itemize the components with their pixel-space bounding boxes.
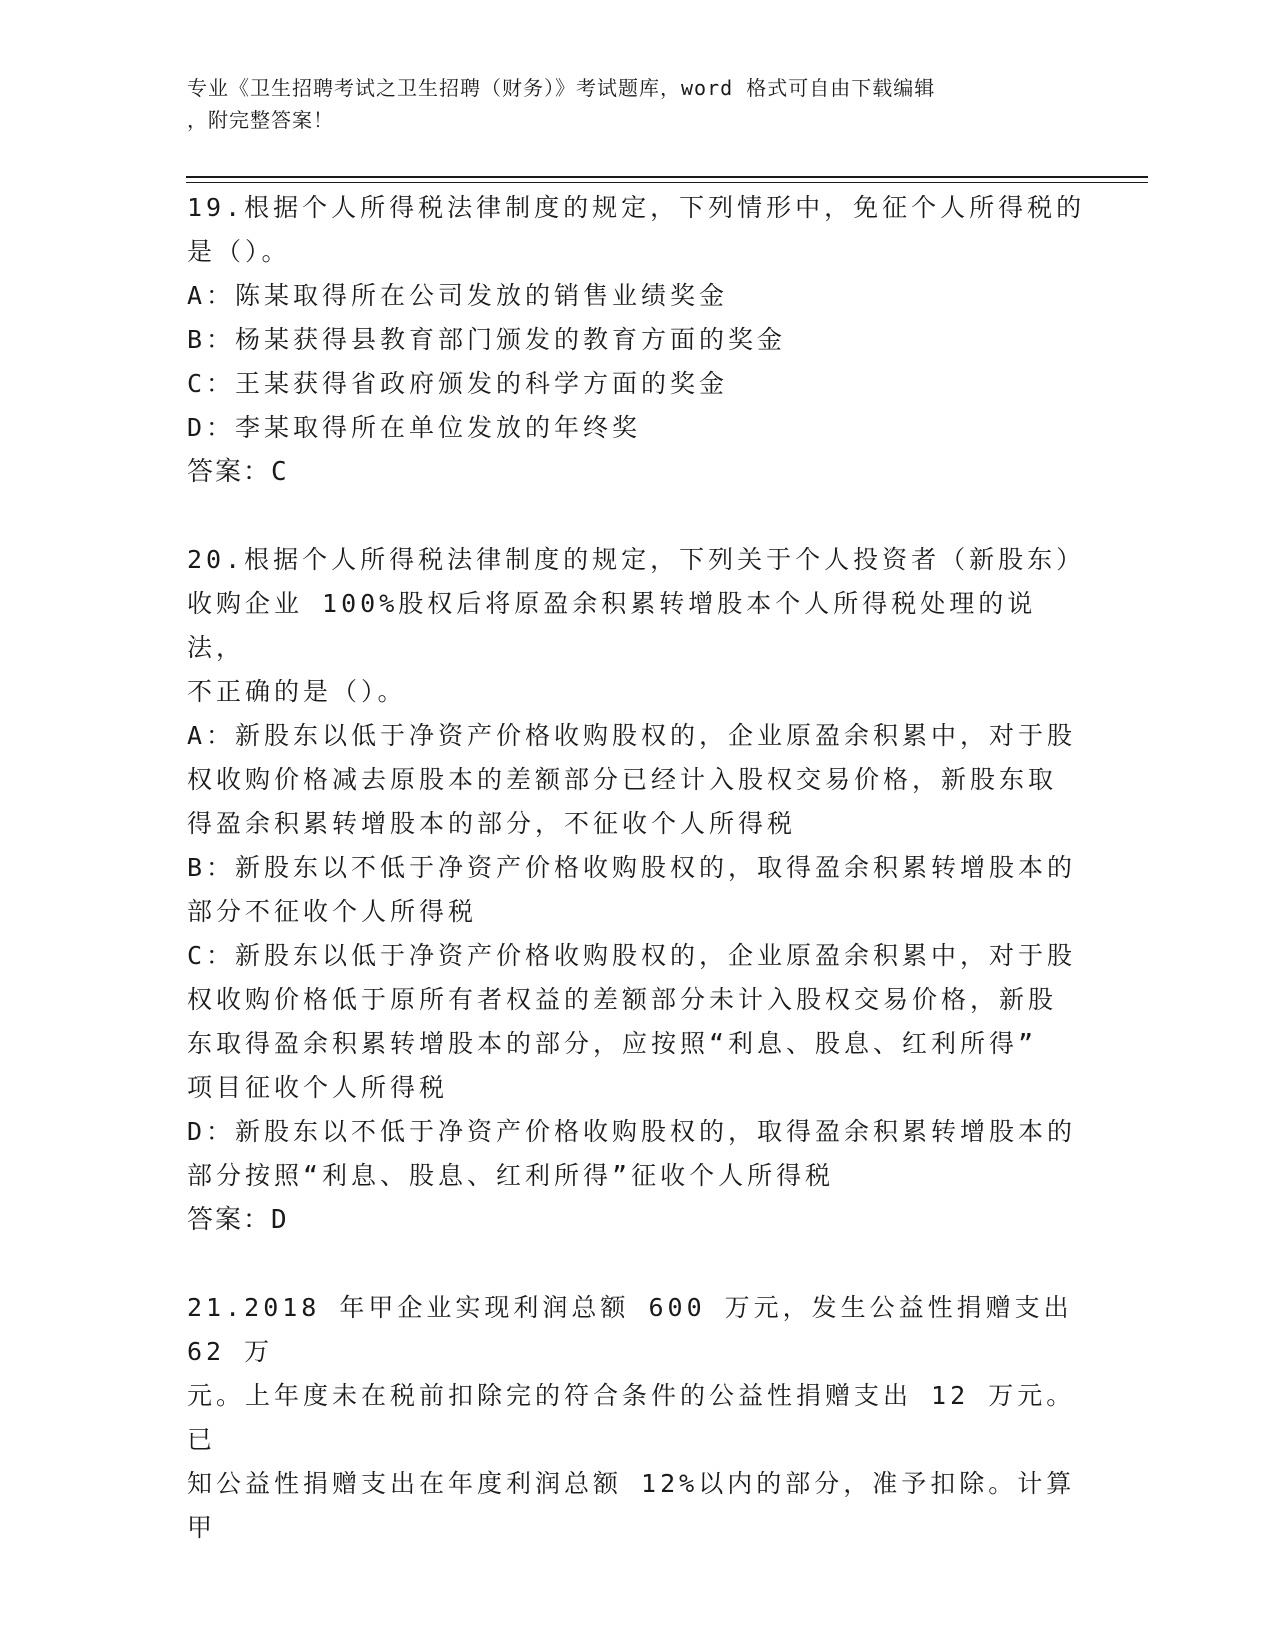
option-a: A：新股东以低于净资产价格收购股权的，企业原盈余积累中，对于股 [187, 721, 1077, 750]
option-a: A：陈某取得所在公司发放的销售业绩奖金 [187, 281, 729, 310]
question-stem: 知公益性捐赠支出在年度利润总额 12%以内的部分，准予扣除。计算甲 [187, 1469, 1076, 1542]
question-stem: 20.根据个人所得税法律制度的规定，下列关于个人投资者（新股东） [187, 545, 1086, 574]
option-c: 权收购价格低于原所有者权益的差额部分未计入股权交易价格，新股 [187, 985, 1058, 1014]
question-21 [187, 1286, 1092, 1550]
question-list [187, 186, 1092, 1550]
header-line: 专业《卫生招聘考试之卫生招聘（财务）》考试题库，word 格式可自由下载编辑 [187, 76, 936, 100]
header-divider-thin [186, 182, 1148, 183]
option-c: 东取得盈余积累转增股本的部分，应按照“利息、股息、红利所得” [187, 1029, 1038, 1058]
question-stem: 21.2018 年甲企业实现利润总额 600 万元，发生公益性捐赠支出 62 万 [187, 1293, 1092, 1366]
question-stem: 是（）。 [187, 237, 291, 266]
answer-label: 答案：C [187, 457, 289, 487]
option-b: B：杨某获得县教育部门颁发的教育方面的奖金 [187, 325, 787, 354]
option-c: C：新股东以低于净资产价格收购股权的，企业原盈余积累中，对于股 [187, 941, 1077, 970]
option-d: D：新股东以不低于净资产价格收购股权的，取得盈余积累转增股本的 [187, 1117, 1077, 1146]
option-b: B：新股东以不低于净资产价格收购股权的，取得盈余积累转增股本的 [187, 853, 1077, 882]
option-d: 部分按照“利息、股息、红利所得”征收个人所得税 [187, 1161, 835, 1190]
question-20 [187, 538, 1087, 1242]
question-stem: 收购企业 100%股权后将原盈余积累转增股本个人所得税处理的说法， [187, 589, 1037, 662]
header-line: ，附完整答案！ [187, 108, 334, 132]
question-stem: 19.根据个人所得税法律制度的规定，下列情形中，免征个人所得税的 [187, 193, 1086, 222]
option-a: 得盈余积累转增股本的部分，不征收个人所得税 [187, 809, 797, 838]
question-gap [187, 1242, 1087, 1286]
document-header [187, 72, 1067, 136]
question-stem: 不正确的是（）。 [187, 677, 407, 706]
header-divider-thick [186, 176, 1148, 178]
answer-label: 答案：D [187, 1205, 289, 1235]
question-stem: 元。上年度未在税前扣除完的符合条件的公益性捐赠支出 12 万元。已 [187, 1381, 1076, 1454]
question-19 [187, 186, 1087, 494]
option-c: C：王某获得省政府颁发的科学方面的奖金 [187, 369, 729, 398]
option-c: 项目征收个人所得税 [187, 1073, 449, 1102]
question-gap [187, 494, 1087, 538]
option-a: 权收购价格减去原股本的差额部分已经计入股权交易价格，新股东取 [187, 765, 1058, 794]
option-d: D：李某取得所在单位发放的年终奖 [187, 413, 642, 442]
option-b: 部分不征收个人所得税 [187, 897, 478, 926]
